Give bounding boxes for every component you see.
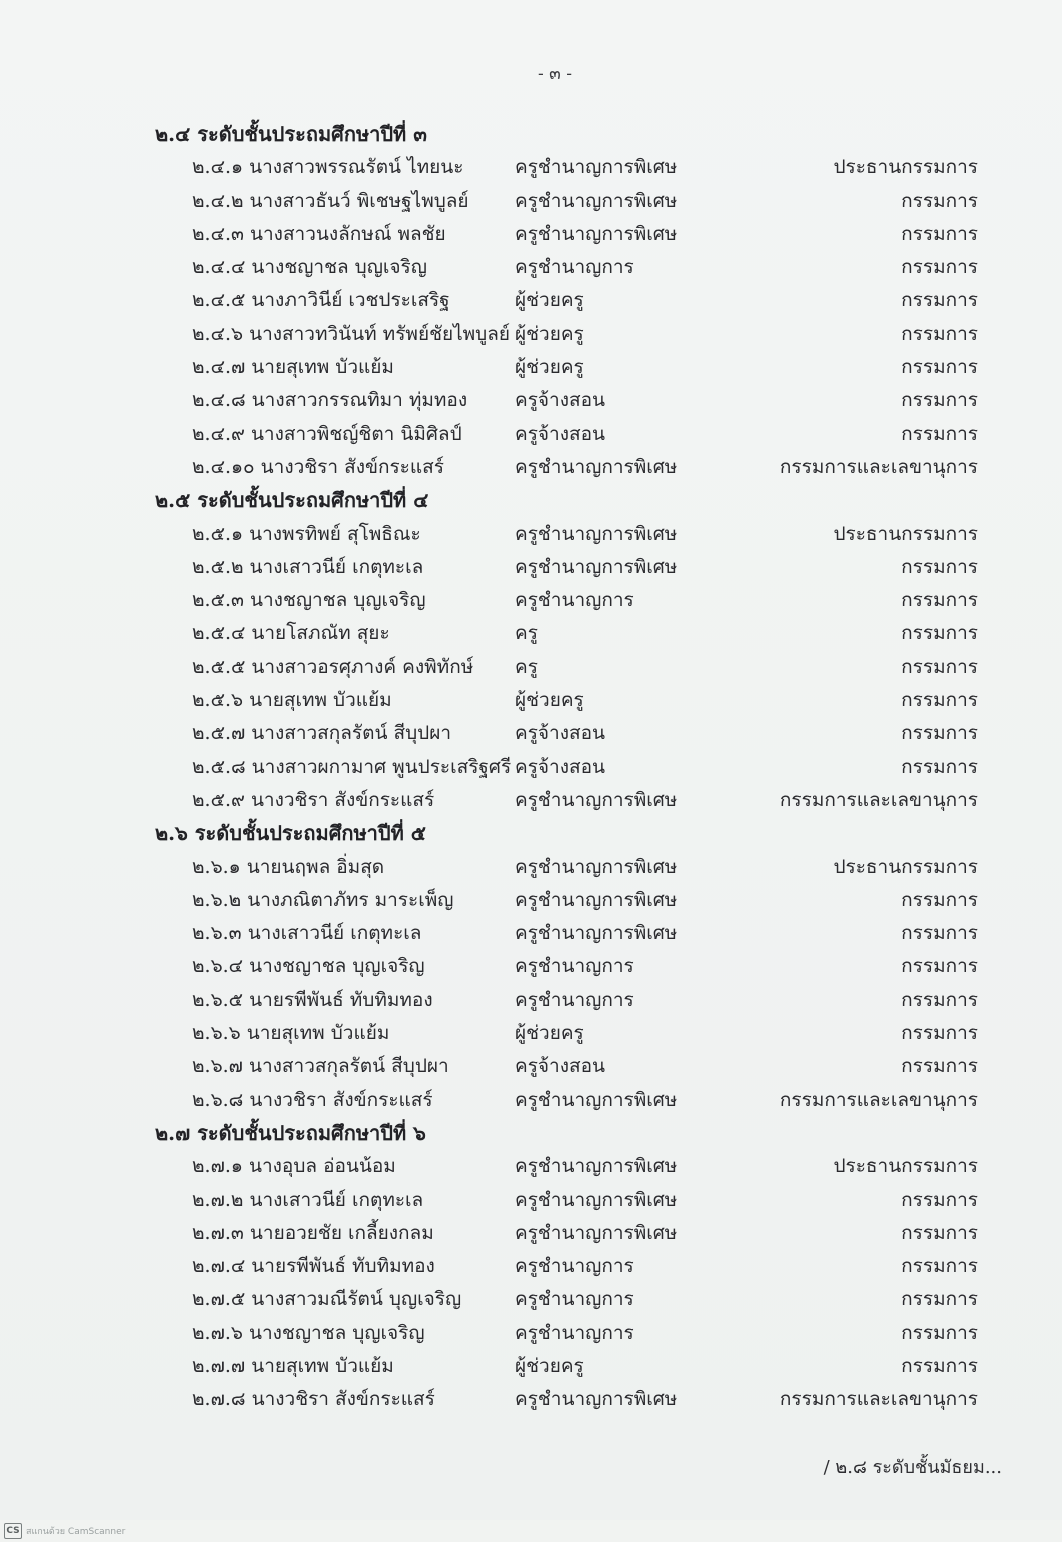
member-role: กรรมการ <box>901 1188 978 1211</box>
member-role: กรรมการ <box>901 689 978 712</box>
section-heading: ๒.๔ ระดับชั้นประถมศึกษาปีที่ ๓ <box>155 122 427 146</box>
member-position: ครูจ้างสอน <box>515 389 605 412</box>
member-row <box>0 151 1062 184</box>
member-role: กรรมการ <box>901 655 978 678</box>
member-row <box>0 751 1062 784</box>
member-name: ๒.๗.๒ นางเสาวนีย์ เกตุทะเล <box>192 1188 424 1211</box>
member-name: ๒.๖.๗ นางสาวสกุลรัตน์ สีบุปผา <box>192 1055 449 1078</box>
member-role: กรรมการและเลขานุการ <box>779 1388 978 1411</box>
member-name: ๒.๕.๕ นางสาวอรศุภางค์ คงพิทักษ์ <box>192 655 474 678</box>
member-role: กรรมการ <box>901 189 978 212</box>
member-row <box>0 318 1062 351</box>
member-position: ครูชำนาญการพิเศษ <box>515 1088 678 1111</box>
member-role: กรรมการ <box>901 888 978 911</box>
member-role: กรรมการ <box>901 222 978 245</box>
member-name: ๒.๗.๕ นางสาวมณีรัตน์ บุญเจริญ <box>192 1288 462 1311</box>
scanner-watermark <box>4 1523 125 1539</box>
member-name: ๒.๖.๕ นายรพีพันธ์ ทับทิมทอง <box>192 988 433 1011</box>
member-position: ผู้ช่วยครู <box>515 1022 584 1045</box>
member-role: กรรมการ <box>901 389 978 412</box>
member-position: ผู้ช่วยครู <box>515 356 584 379</box>
member-row <box>0 251 1062 284</box>
member-role: กรรมการ <box>901 322 978 345</box>
member-row <box>0 1150 1062 1183</box>
member-position: ครูชำนาญการพิเศษ <box>515 1155 678 1178</box>
member-role: ประธานกรรมการ <box>833 855 978 878</box>
member-role: กรรมการ <box>901 1354 978 1377</box>
member-role: กรรมการ <box>901 289 978 312</box>
member-name: ๒.๔.๔ นางชญาชล บุญเจริญ <box>192 256 427 279</box>
member-row <box>0 950 1062 983</box>
member-position: ครูจ้างสอน <box>515 722 605 745</box>
member-row <box>0 518 1062 551</box>
member-row <box>0 185 1062 218</box>
member-position: ครูชำนาญการ <box>515 256 634 279</box>
member-role: กรรมการ <box>901 589 978 612</box>
member-position: ครูชำนาญการพิเศษ <box>515 455 678 478</box>
member-name: ๒.๗.๔ นายรพีพันธ์ ทับทิมทอง <box>192 1255 435 1278</box>
member-row <box>0 1017 1062 1050</box>
member-position: ครู <box>515 655 538 678</box>
member-name: ๒.๔.๓ นางสาวนงลักษณ์ พลชัย <box>192 222 446 245</box>
member-name: ๒.๕.๑ นางพรทิพย์ สุโพธิณะ <box>192 522 421 545</box>
member-role: กรรมการ <box>901 755 978 778</box>
member-role: กรรมการ <box>901 1288 978 1311</box>
member-role: กรรมการ <box>901 422 978 445</box>
member-position: ครูชำนาญการพิเศษ <box>515 222 678 245</box>
member-role: กรรมการ <box>901 256 978 279</box>
member-role: ประธานกรรมการ <box>833 1155 978 1178</box>
member-row <box>0 1317 1062 1350</box>
section-heading: ๒.๕ ระดับชั้นประถมศึกษาปีที่ ๔ <box>155 488 429 513</box>
camscanner-logo-icon: CS <box>4 1523 22 1539</box>
member-name: ๒.๖.๑ นายนฤพล อิ่มสุด <box>192 855 385 878</box>
member-position: ครูชำนาญการพิเศษ <box>515 1221 678 1244</box>
member-position: ครูชำนาญการพิเศษ <box>515 788 678 811</box>
member-row <box>0 984 1062 1017</box>
continuation-note: / ๒.๘ ระดับชั้นมัธยม... <box>823 1457 1002 1478</box>
member-name: ๒.๕.๒ นางเสาวนีย์ เกตุทะเล <box>192 555 424 578</box>
member-name: ๒.๗.๑ นางอุบล อ่อนน้อม <box>192 1155 396 1178</box>
member-row <box>0 1283 1062 1316</box>
member-position: ผู้ช่วยครู <box>515 289 584 312</box>
member-role: กรรมการ <box>901 1255 978 1278</box>
member-name: ๒.๖.๘ นางวชิรา สังข์กระแสร์ <box>192 1088 433 1111</box>
member-name: ๒.๖.๔ นางชญาชล บุญเจริญ <box>192 955 425 978</box>
member-name: ๒.๕.๓ นางชญาชล บุญเจริญ <box>192 589 426 612</box>
member-row <box>0 917 1062 950</box>
member-name: ๒.๔.๘ นางสาวกรรณทิมา ทุ่มทอง <box>192 389 468 412</box>
member-position: ครูชำนาญการ <box>515 1288 634 1311</box>
member-name: ๒.๔.๖ นางสาวทวินันท์ ทรัพย์ชัยไพบูลย์ <box>192 322 511 345</box>
member-row <box>0 551 1062 584</box>
member-position: ครูชำนาญการพิเศษ <box>515 522 678 545</box>
member-name: ๒.๗.๓ นายอวยชัย เกลี้ยงกลม <box>192 1221 434 1244</box>
member-role: กรรมการ <box>901 722 978 745</box>
member-role: กรรมการ <box>901 622 978 645</box>
member-position: ครูชำนาญการพิเศษ <box>515 189 678 212</box>
committee-list <box>0 118 1062 1417</box>
member-position: ครูจ้างสอน <box>515 1055 605 1078</box>
section-heading: ๒.๖ ระดับชั้นประถมศึกษาปีที่ ๕ <box>155 821 426 846</box>
member-row <box>0 651 1062 684</box>
member-row <box>0 1250 1062 1283</box>
member-role: ประธานกรรมการ <box>833 522 978 545</box>
member-row <box>0 351 1062 384</box>
member-row <box>0 1217 1062 1250</box>
member-position: ครูจ้างสอน <box>515 422 605 445</box>
member-position: ผู้ช่วยครู <box>515 1354 584 1377</box>
member-position: ครูชำนาญการพิเศษ <box>515 922 678 945</box>
member-name: ๒.๕.๗ นางสาวสกุลรัตน์ สีบุปผา <box>192 722 452 745</box>
member-name: ๒.๔.๙ นางสาวพิชญ์ชิตา นิมิศิลป์ <box>192 422 462 445</box>
member-row <box>0 1350 1062 1383</box>
member-position: ผู้ช่วยครู <box>515 322 584 345</box>
member-position: ครูจ้างสอน <box>515 755 605 778</box>
member-name: ๒.๔.๑๐ นางวชิรา สังข์กระแสร์ <box>192 455 444 478</box>
member-name: ๒.๖.๓ นางเสาวนีย์ เกตุทะเล <box>192 922 422 945</box>
scanner-text: สแกนด้วย CamScanner <box>26 1527 126 1537</box>
member-name: ๒.๔.๒ นางสาวธันว์ พิเชษฐไพบูลย์ <box>192 189 469 212</box>
member-row <box>0 1084 1062 1117</box>
member-row <box>0 218 1062 251</box>
member-name: ๒.๕.๘ นางสาวผกามาศ พูนประเสริฐศรี <box>192 755 512 778</box>
member-row <box>0 1050 1062 1083</box>
member-position: ครูชำนาญการ <box>515 955 634 978</box>
member-position: ครูชำนาญการ <box>515 589 634 612</box>
member-role: กรรมการ <box>901 1022 978 1045</box>
member-position: ครูชำนาญการพิเศษ <box>515 555 678 578</box>
member-role: กรรมการและเลขานุการ <box>779 1088 978 1111</box>
member-row <box>0 418 1062 451</box>
member-name: ๒.๔.๗ นายสุเทพ บัวแย้ม <box>192 356 394 379</box>
member-role: กรรมการ <box>901 922 978 945</box>
member-row <box>0 284 1062 317</box>
member-name: ๒.๔.๕ นางภาวินีย์ เวชประเสริฐ <box>192 289 450 312</box>
member-position: ครูชำนาญการพิเศษ <box>515 156 678 179</box>
member-role: กรรมการ <box>901 555 978 578</box>
member-row <box>0 1184 1062 1217</box>
member-row <box>0 851 1062 884</box>
member-role: กรรมการ <box>901 1055 978 1078</box>
member-role: ประธานกรรมการ <box>833 156 978 179</box>
member-row <box>0 384 1062 417</box>
member-role: กรรมการและเลขานุการ <box>779 788 978 811</box>
section-heading: ๒.๗ ระดับชั้นประถมศึกษาปีที่ ๖ <box>155 1120 426 1145</box>
member-role: กรรมการ <box>901 1321 978 1344</box>
member-position: ครู <box>515 622 538 645</box>
page-number: - ๓ - <box>538 64 572 84</box>
member-role: กรรมการ <box>901 988 978 1011</box>
member-position: ครูชำนาญการพิเศษ <box>515 888 678 911</box>
member-row <box>0 784 1062 817</box>
member-name: ๒.๗.๗ นายสุเทพ บัวแย้ม <box>192 1354 394 1377</box>
member-row <box>0 617 1062 650</box>
member-row <box>0 1383 1062 1416</box>
member-name: ๒.๔.๑ นางสาวพรรณรัตน์ ไทยนะ <box>192 156 464 179</box>
member-role: กรรมการ <box>901 1221 978 1244</box>
member-row <box>0 717 1062 750</box>
member-name: ๒.๖.๖ นายสุเทพ บัวแย้ม <box>192 1022 390 1045</box>
member-position: ครูชำนาญการพิเศษ <box>515 855 678 878</box>
member-name: ๒.๕.๙ นางวชิรา สังข์กระแสร์ <box>192 788 435 811</box>
member-row <box>0 451 1062 484</box>
member-position: ครูชำนาญการ <box>515 1321 634 1344</box>
member-name: ๒.๗.๖ นางชญาชล บุญเจริญ <box>192 1321 425 1344</box>
member-role: กรรมการ <box>901 356 978 379</box>
member-position: ครูชำนาญการ <box>515 1255 634 1278</box>
member-name: ๒.๕.๔ นายโสภณัท สุยะ <box>192 622 390 645</box>
member-role: กรรมการ <box>901 955 978 978</box>
member-row <box>0 684 1062 717</box>
member-position: ผู้ช่วยครู <box>515 689 584 712</box>
member-position: ครูชำนาญการพิเศษ <box>515 1388 678 1411</box>
member-row <box>0 884 1062 917</box>
member-position: ครูชำนาญการพิเศษ <box>515 1188 678 1211</box>
member-name: ๒.๕.๖ นายสุเทพ บัวแย้ม <box>192 689 392 712</box>
member-name: ๒.๖.๒ นางภณิตาภัทร มาระเพ็ญ <box>192 888 454 911</box>
member-name: ๒.๗.๘ นางวชิรา สังข์กระแสร์ <box>192 1388 435 1411</box>
member-role: กรรมการและเลขานุการ <box>779 455 978 478</box>
member-position: ครูชำนาญการ <box>515 988 634 1011</box>
member-row <box>0 584 1062 617</box>
